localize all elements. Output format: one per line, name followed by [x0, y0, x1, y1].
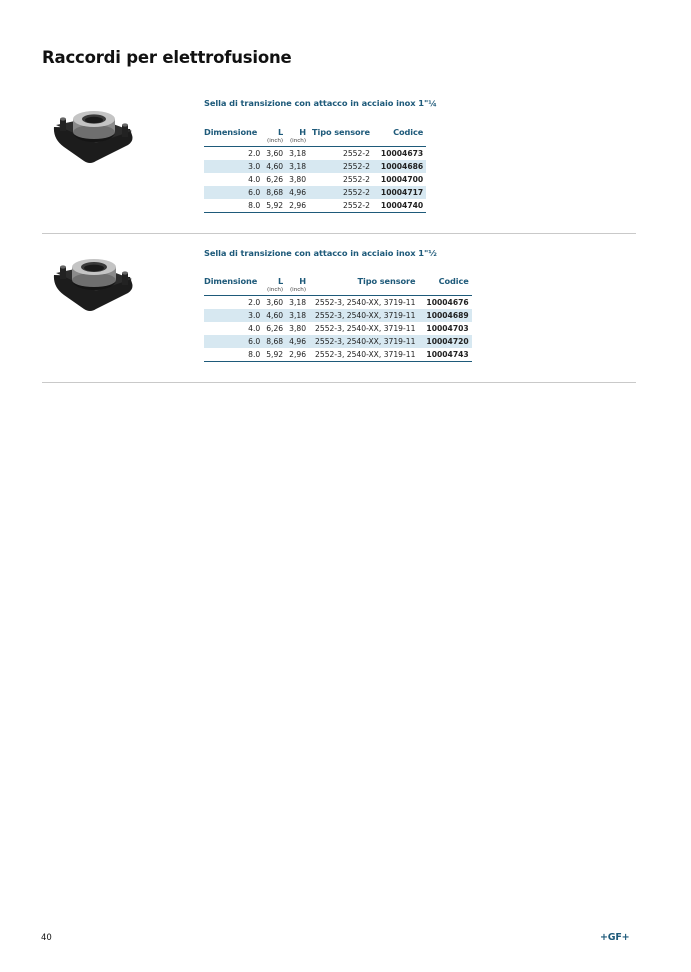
cell-tipo-sensore: 2552-3, 2540-XX, 3719-11: [309, 335, 418, 348]
cell-codice: 10004689: [418, 309, 471, 322]
unit-l: (inch): [263, 286, 286, 296]
cell-l: 8,68: [263, 186, 286, 199]
cell-l: 8,68: [263, 335, 286, 348]
product-table-1: [204, 124, 426, 213]
header-h: H: [299, 127, 307, 137]
cell-tipo-sensore: 2552-3, 2540-XX, 3719-11: [309, 309, 418, 322]
cell-tipo-sensore: 2552-3, 2540-XX, 3719-11: [315, 298, 416, 307]
cell-l: 5,92: [263, 199, 286, 213]
cell-tipo-sensore: 2552-2: [343, 175, 370, 184]
cell-codice: 10004703: [426, 324, 469, 333]
table-row: [204, 348, 472, 362]
section-divider: [42, 233, 636, 234]
unit-h: (inch): [286, 286, 309, 296]
unit-l: (inch): [263, 137, 286, 147]
cell-codice: 10004673: [380, 149, 424, 158]
header-codice: Codice: [393, 127, 424, 137]
cell-h: 4,96: [286, 335, 309, 348]
cell-tipo-sensore: 2552-2: [343, 149, 370, 158]
section-title-1: Sella di transizione con attacco in acciaio inox 1"¼: [204, 98, 437, 108]
table-row: [204, 186, 426, 199]
cell-h: 3,80: [289, 175, 307, 184]
cell-codice: 10004700: [380, 175, 424, 184]
cell-codice: 10004743: [418, 348, 471, 362]
cell-h: 3,18: [286, 160, 309, 173]
cell-tipo-sensore: 2552-2: [309, 186, 373, 199]
cell-l: 4,60: [263, 160, 286, 173]
cell-h: 3,18: [289, 298, 307, 307]
unit-h: (inch): [286, 137, 309, 147]
cell-h: 3,18: [286, 309, 309, 322]
cell-tipo-sensore: 2552-3, 2540-XX, 3719-11: [315, 324, 416, 333]
cell-l: 6,26: [266, 324, 284, 333]
saddle-fitting-image-2: [50, 253, 136, 317]
header-l: L: [278, 127, 284, 137]
section-title-2: Sella di transizione con attacco in acciaio inox 1"½: [204, 248, 437, 258]
cell-h: 2,96: [286, 348, 309, 362]
cell-tipo-sensore: 2552-2: [309, 160, 373, 173]
cell-codice: 10004686: [373, 160, 426, 173]
header-l: L: [278, 276, 284, 286]
saddle-fitting-image-1: [50, 105, 136, 169]
cell-tipo-sensore: 2552-2: [309, 199, 373, 213]
gf-logo: +GF+: [600, 932, 630, 943]
cell-l: 5,92: [263, 348, 286, 362]
cell-codice: 10004717: [373, 186, 426, 199]
cell-dimensione: 3.0: [204, 309, 263, 322]
cell-dimensione: 6.0: [204, 335, 263, 348]
table-row: [204, 160, 426, 173]
cell-dimensione: 8.0: [204, 348, 263, 362]
table-row: [204, 147, 426, 161]
header-tipo-sensore: Tipo sensore: [312, 127, 370, 137]
header-h: H: [299, 276, 307, 286]
table-row: [204, 199, 426, 213]
table-units-row: [204, 286, 472, 296]
table-header-row: [204, 273, 472, 286]
cell-dimensione: 6.0: [204, 186, 263, 199]
product-table-2: [204, 273, 472, 362]
cell-dimensione: 4.0: [248, 175, 261, 184]
cell-dimensione: 8.0: [204, 199, 263, 213]
table-row: [204, 296, 472, 310]
cell-l: 6,26: [266, 175, 284, 184]
cell-l: 3,60: [266, 149, 284, 158]
header-dimensione: Dimensione: [204, 127, 258, 137]
table-row: [204, 322, 472, 335]
cell-codice: 10004720: [418, 335, 471, 348]
table-units-row: [204, 137, 426, 147]
cell-dimensione: 4.0: [248, 324, 261, 333]
cell-h: 3,18: [289, 149, 307, 158]
table-header-row: [204, 124, 426, 137]
cell-l: 4,60: [263, 309, 286, 322]
cell-codice: 10004740: [373, 199, 426, 213]
cell-h: 3,80: [289, 324, 307, 333]
cell-l: 3,60: [266, 298, 284, 307]
table-row: [204, 173, 426, 186]
page-number: 40: [41, 933, 52, 943]
cell-tipo-sensore: 2552-3, 2540-XX, 3719-11: [309, 348, 418, 362]
header-tipo-sensore: Tipo sensore: [357, 276, 416, 286]
header-dimensione: Dimensione: [204, 276, 258, 286]
table-row: [204, 309, 472, 322]
cell-h: 2,96: [286, 199, 309, 213]
cell-dimensione: 2.0: [248, 298, 261, 307]
section-divider: [42, 382, 636, 383]
table-row: [204, 335, 472, 348]
cell-dimensione: 3.0: [204, 160, 263, 173]
header-codice: Codice: [438, 276, 469, 286]
cell-dimensione: 2.0: [248, 149, 261, 158]
cell-codice: 10004676: [426, 298, 469, 307]
cell-h: 4,96: [286, 186, 309, 199]
page-title: Raccordi per elettrofusione: [42, 48, 292, 67]
